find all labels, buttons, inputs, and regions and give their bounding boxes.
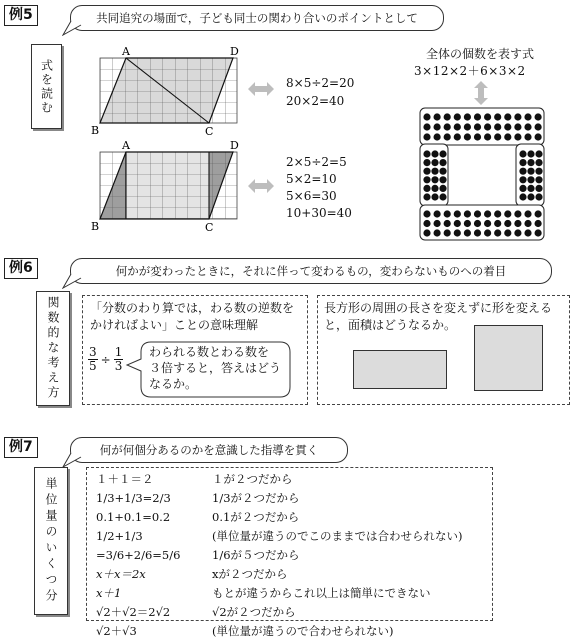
dot — [535, 150, 542, 157]
dot — [484, 133, 491, 140]
example7-label: 例7 — [4, 437, 38, 458]
equation-line: 5×2=10 — [286, 172, 337, 186]
dot — [494, 229, 501, 236]
dot — [474, 113, 481, 120]
dot — [434, 220, 441, 227]
dot — [484, 123, 491, 130]
division-sign: ÷ — [100, 352, 111, 367]
dot — [535, 133, 542, 140]
dot — [527, 168, 534, 175]
dot — [423, 113, 430, 120]
dot — [514, 210, 521, 217]
dot — [423, 193, 430, 200]
equation-line: 10+30=40 — [286, 206, 352, 220]
dot — [535, 229, 542, 236]
math-row-left: √2＋√2＝2√2 — [96, 605, 171, 619]
callout-tail — [62, 273, 84, 289]
math-row-left: x＋x＝2x — [96, 567, 146, 581]
dot — [434, 229, 441, 236]
dot — [423, 210, 430, 217]
bubble-text-line: わられる数とわる数を — [149, 345, 270, 359]
fraction-1-3 — [114, 346, 124, 373]
example7-callout: 何が何個分あるのかを意識した指導を貫く — [70, 437, 348, 463]
dot — [519, 176, 526, 183]
dot — [535, 185, 542, 192]
dot — [494, 123, 501, 130]
equation-line: 2×5÷2=5 — [286, 155, 347, 169]
dot — [519, 159, 526, 166]
math-row-left: x＋1 — [96, 586, 122, 600]
dot — [454, 220, 461, 227]
dot — [535, 123, 542, 130]
dot — [431, 176, 438, 183]
vertex-a: A — [122, 45, 130, 58]
math-row-left: 0.1+0.1=0.2 — [96, 510, 171, 524]
dot — [535, 220, 542, 227]
math-row-left: =3/6+2/6=5/6 — [96, 548, 181, 562]
dot — [474, 210, 481, 217]
dot — [514, 220, 521, 227]
vertex-c: C — [205, 221, 214, 234]
dot — [484, 220, 491, 227]
dot — [444, 113, 451, 120]
dot — [524, 113, 531, 120]
dot — [504, 133, 511, 140]
dot — [434, 113, 441, 120]
dot — [444, 123, 451, 130]
dot — [524, 210, 531, 217]
dot — [464, 123, 471, 130]
dot — [504, 210, 511, 217]
vertex-b: B — [91, 124, 100, 137]
dot — [524, 123, 531, 130]
dot — [519, 193, 526, 200]
dot — [454, 123, 461, 130]
grid-figure-1 — [88, 44, 248, 140]
dot — [454, 210, 461, 217]
vertex-a: A — [122, 139, 130, 152]
dot — [431, 150, 438, 157]
example6-callout: 何かが変わったときに，それに伴って変わるもの，変わらないものへの着目 — [70, 258, 552, 284]
dots-figure — [418, 106, 548, 242]
math-row-right: (単位量が違うので合わせられない) — [212, 624, 394, 638]
math-row-left: 1/2+1/3 — [96, 529, 143, 543]
bubble-text-line: なるか。 — [149, 377, 198, 391]
right-column — [212, 470, 488, 641]
dot — [434, 123, 441, 130]
dot — [423, 229, 430, 236]
dot — [519, 185, 526, 192]
dot — [474, 133, 481, 140]
example6-side-title: 関数的な考え方 — [46, 296, 60, 401]
dot — [535, 168, 542, 175]
dot — [439, 193, 446, 200]
wide-rectangle — [353, 350, 447, 389]
example5-callout: 共同追究の場面で，子ども同士の関わり合いのポイントとして — [70, 5, 444, 31]
dot — [524, 133, 531, 140]
dot — [484, 229, 491, 236]
dot — [535, 159, 542, 166]
example7-side-title: 単位量のいくつ分 — [44, 477, 58, 605]
math-row-left: 1/3+1/3=2/3 — [96, 491, 171, 505]
fraction-3-5 — [88, 346, 98, 373]
dot — [514, 113, 521, 120]
denominator: 3 — [114, 359, 123, 373]
dot — [439, 168, 446, 175]
dot — [423, 150, 430, 157]
dot — [439, 176, 446, 183]
math-row-right: 0.1が２つだから — [212, 510, 300, 524]
fraction-text-line: 「分数のわり算では，わる数の逆数を — [90, 301, 295, 315]
dot — [423, 133, 430, 140]
dot — [431, 193, 438, 200]
dot — [444, 220, 451, 227]
example5-label: 例5 — [4, 5, 38, 26]
dot — [527, 185, 534, 192]
dot — [527, 176, 534, 183]
math-row-right: xが２つだから — [212, 567, 288, 581]
dot — [519, 168, 526, 175]
left-column — [96, 470, 216, 641]
dot — [514, 133, 521, 140]
dot — [504, 220, 511, 227]
dot — [423, 123, 430, 130]
rectangle-text-line: と，面積はどうなるか。 — [324, 318, 457, 332]
double-arrow-icon — [247, 177, 275, 195]
equation-line: 20×2=40 — [286, 94, 345, 108]
equation-line: 8×5÷2=20 — [286, 76, 355, 90]
callout-tail — [62, 452, 84, 468]
dot — [439, 159, 446, 166]
dot — [514, 229, 521, 236]
dot — [434, 210, 441, 217]
dots-title: 全体の個数を表す式 — [426, 47, 535, 61]
bubble-text-line: ３倍すると，答えはどう — [149, 361, 282, 375]
rectangle-text-line: 長方形の周囲の長さを変えずに形を変える — [324, 301, 553, 315]
dot — [423, 159, 430, 166]
dot — [454, 229, 461, 236]
example7-side-box — [34, 467, 68, 615]
fraction-expression — [88, 346, 123, 373]
dot — [423, 168, 430, 175]
vertex-b: B — [91, 220, 100, 233]
dot — [504, 229, 511, 236]
example6-side-box — [36, 291, 70, 406]
dot — [527, 193, 534, 200]
double-arrow-icon — [247, 80, 275, 98]
dot — [444, 210, 451, 217]
math-row-right: 1/6が５つだから — [212, 548, 300, 562]
dot — [444, 229, 451, 236]
equation-line: 5×6=30 — [286, 189, 337, 203]
dot — [423, 185, 430, 192]
dot — [431, 168, 438, 175]
math-row-right: (単位量が違うのでこのままでは合わせられない) — [212, 529, 463, 543]
dot — [514, 123, 521, 130]
dot — [494, 113, 501, 120]
math-row-left: √2＋√3 — [96, 624, 137, 638]
vertex-d: D — [230, 139, 239, 152]
dot — [474, 229, 481, 236]
dot — [535, 113, 542, 120]
dot — [527, 159, 534, 166]
dot — [454, 133, 461, 140]
math-row-right: １が２つだから — [212, 472, 293, 486]
dot — [464, 133, 471, 140]
dot — [484, 113, 491, 120]
fraction-text-line: かければよい」ことの意味理解 — [90, 318, 259, 332]
dot — [504, 123, 511, 130]
dot — [423, 176, 430, 183]
dot — [423, 220, 430, 227]
vertex-d: D — [230, 45, 239, 58]
dot — [535, 176, 542, 183]
numerator: 1 — [114, 345, 123, 359]
math-row-left: １＋１＝２ — [96, 472, 154, 486]
dot — [474, 123, 481, 130]
dot — [434, 133, 441, 140]
example6-label: 例6 — [4, 258, 38, 279]
dot — [454, 113, 461, 120]
math-row-right: √2が２つだから — [212, 605, 296, 619]
dot — [439, 185, 446, 192]
example5-side-box — [31, 44, 62, 129]
callout-tail — [62, 20, 84, 36]
dot — [535, 193, 542, 200]
dot — [464, 229, 471, 236]
dots-formula: 3×12×2＋6×3×2 — [414, 64, 526, 78]
dot — [494, 133, 501, 140]
math-row-right: もとが違うからこれ以上は簡単にできない — [212, 586, 431, 600]
dot — [504, 113, 511, 120]
dot — [431, 185, 438, 192]
dot — [494, 220, 501, 227]
square-rectangle — [474, 325, 543, 391]
example5-side-title: 式を読む — [39, 58, 54, 115]
dot — [535, 210, 542, 217]
dot — [527, 150, 534, 157]
dot — [484, 210, 491, 217]
grid-figure-2 — [88, 138, 248, 234]
dot — [444, 133, 451, 140]
dot — [519, 150, 526, 157]
dot — [439, 150, 446, 157]
dot — [464, 220, 471, 227]
dot — [464, 210, 471, 217]
vertex-c: C — [205, 125, 214, 138]
dot — [474, 220, 481, 227]
dot — [524, 220, 531, 227]
numerator: 3 — [89, 345, 97, 359]
dot — [494, 210, 501, 217]
dot — [524, 229, 531, 236]
vertical-double-arrow-icon — [473, 80, 489, 106]
dot — [464, 113, 471, 120]
denominator: 5 — [89, 359, 97, 373]
math-row-right: 1/3が２つだから — [212, 491, 300, 505]
dot — [431, 159, 438, 166]
